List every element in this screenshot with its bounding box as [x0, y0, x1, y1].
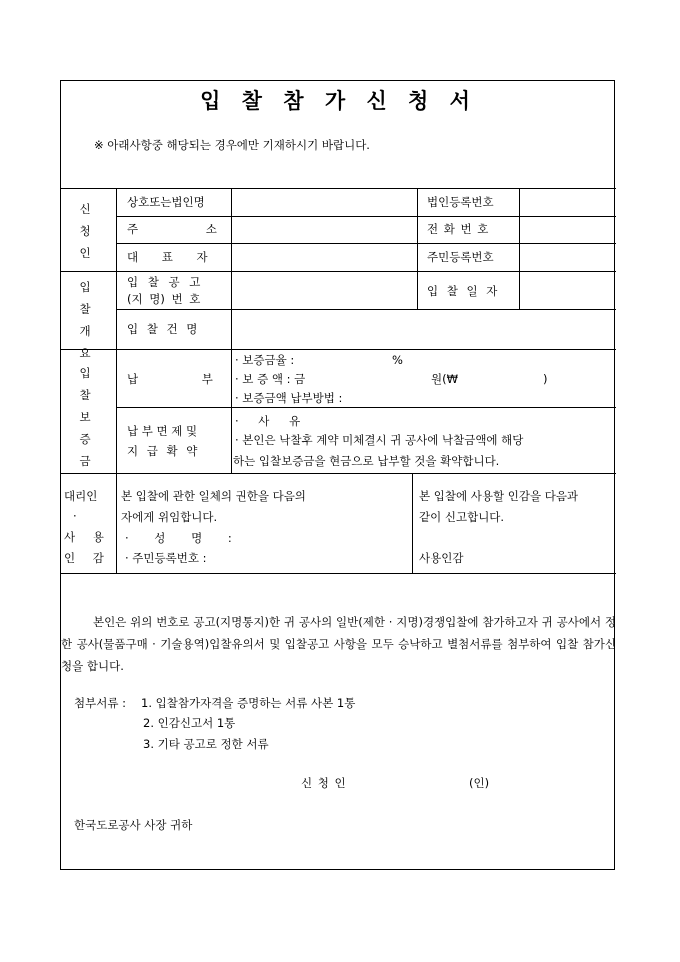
agent-resident-no: · 주민등록번호 : — [125, 551, 207, 565]
pledge-line2: 하는 입찰보증금을 현금으로 납부할 것을 확약합니다. — [233, 454, 500, 468]
application-form — [60, 80, 615, 870]
grid-line — [61, 349, 616, 350]
seal-mark: (인) — [469, 776, 490, 790]
form-title: 입 찰 참 가 신 청 서 — [200, 88, 477, 113]
bid-date-label: 입 찰 일 자 — [427, 284, 498, 298]
bond-rate: · 보증금율 : — [235, 353, 295, 367]
applicant-section-label: 신청인 — [79, 202, 91, 260]
declaration-paragraph — [61, 611, 616, 677]
representative-label: 대 표 자 — [127, 250, 208, 264]
grid-line — [412, 473, 413, 573]
corp-reg-no-label: 법인등록번호 — [427, 195, 494, 209]
attachments-label: 첨부서류 : — [74, 696, 126, 710]
bond-close-paren: ) — [543, 372, 548, 386]
grid-line — [231, 407, 232, 473]
seal-label: 사용인감 — [419, 551, 464, 565]
grid-line — [61, 573, 616, 574]
addressee: 한국도로공사 사장 귀하 — [74, 818, 193, 832]
bid-notice-label-line2: (지 명) 번 호 — [127, 292, 201, 306]
agent-label-line2: · — [73, 509, 77, 523]
grid-line — [116, 188, 117, 573]
declaration-text: 본인은 위의 번호로 공고(지명통지)한 귀 공사의 일반(제한 · 지명)경쟁입찰에 참가하고자 귀 공사에서 정한 공사(물품구매 · 기술용역)입찰유의서 및 입찰공고 사항을 모두 승낙하고 별첨서류를 첨부하여 입찰 참가신청을 합니다. — [61, 615, 616, 673]
delegation-line1: 본 입찰에 관한 일체의 권한을 다음의 — [121, 489, 306, 503]
grid-line — [61, 188, 616, 189]
company-name-label: 상호또는법인명 — [127, 195, 205, 209]
bid-notice-label-line1: 입 찰 공 고 — [127, 275, 201, 289]
attachment-item: 3. 기타 공고로 정한 서류 — [143, 737, 269, 751]
bond-percent: % — [392, 353, 403, 367]
attachment-item: 2. 인감신고서 1통 — [143, 716, 236, 730]
seal-declaration-line2: 같이 신고합니다. — [419, 510, 505, 524]
bond-amount: · 보 증 액 : 금 — [235, 372, 306, 386]
bid-name-label: 입 찰 건 명 — [127, 322, 198, 336]
exemption-label-line2: 지 급 확 약 — [127, 444, 198, 458]
grid-line — [116, 309, 616, 310]
bid-overview-section-label: 입찰개요 — [79, 280, 91, 360]
exemption-reason: · 사 유 — [235, 414, 301, 428]
grid-line — [231, 188, 232, 407]
attachment-item: 1. 입찰참가자격을 증명하는 서류 사본 1통 — [141, 696, 356, 710]
bid-bond-section-label: 입찰보증금 — [79, 366, 91, 468]
pledge-line1: · 본인은 낙찰후 계약 미체결시 귀 공사에 낙찰금액에 해당 — [235, 433, 524, 447]
agent-label-line1: 대리인 — [64, 489, 98, 503]
exemption-label-line1: 납 부 면 제 및 — [127, 424, 198, 438]
grid-line — [116, 407, 616, 408]
grid-line — [61, 473, 616, 474]
agent-label-line3: 사 용 — [64, 530, 104, 544]
bond-payment-method: · 보증금액 납부방법 : — [235, 391, 343, 405]
seal-declaration-line1: 본 입찰에 사용할 인감을 다음과 — [419, 489, 579, 503]
bond-won: 원(₩ — [431, 372, 458, 386]
address-label-text: 주 소 — [127, 222, 217, 236]
address-label — [127, 222, 219, 237]
grid-line — [116, 243, 616, 244]
grid-line — [61, 271, 616, 272]
phone-label: 전 화 번 호 — [427, 222, 490, 236]
delegation-line2: 자에게 위임합니다. — [121, 510, 218, 524]
instruction-note: ※ 아래사항중 해당되는 경우에만 기재하시기 바랍니다. — [94, 138, 370, 152]
agent-name: · 성 명 : — [125, 531, 232, 545]
agent-label-line4: 인 감 — [64, 551, 104, 565]
payment-label: 납 부 — [127, 372, 213, 386]
grid-line — [417, 188, 418, 309]
grid-line — [116, 216, 616, 217]
resident-no-label: 주민등록번호 — [427, 250, 494, 264]
grid-line — [519, 188, 520, 309]
applicant-signature-label: 신 청 인 — [301, 776, 346, 790]
